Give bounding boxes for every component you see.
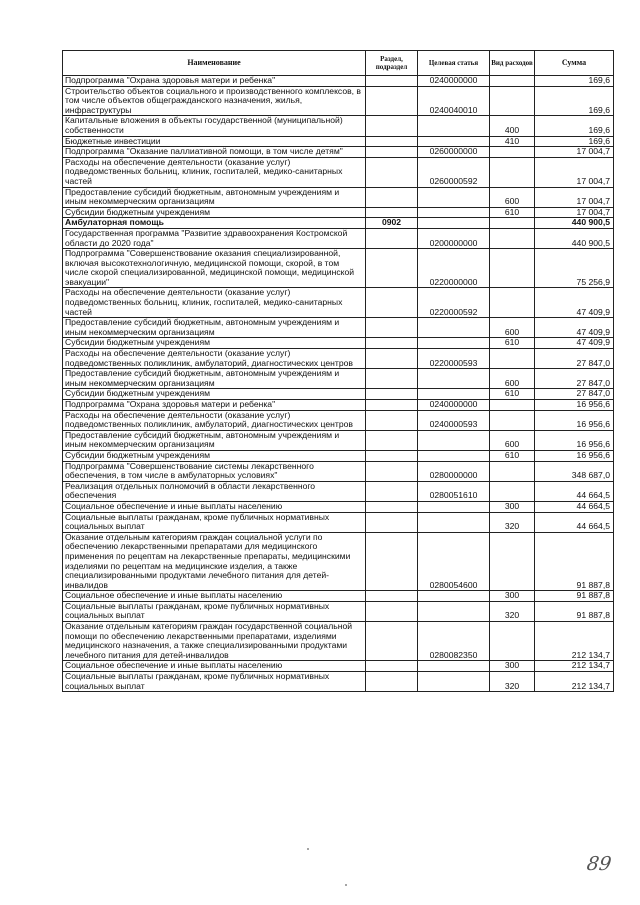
cell-section bbox=[366, 349, 418, 369]
cell-sum: 47 409,9 bbox=[535, 288, 614, 318]
cell-name: Социальное обеспечение и иные выплаты населению bbox=[63, 661, 366, 672]
cell-name: Расходы на обеспечение деятельности (оказание услуг) подведомственных больниц, клиник, госпиталей, медико-санитарных частей bbox=[63, 288, 366, 318]
cell-section bbox=[366, 369, 418, 389]
cell-expense-type bbox=[490, 147, 535, 158]
table-body bbox=[63, 76, 614, 692]
cell-section bbox=[366, 136, 418, 147]
cell-name: Субсидии бюджетным учреждениям bbox=[63, 338, 366, 349]
cell-expense-type: 600 bbox=[490, 430, 535, 450]
cell-section bbox=[366, 410, 418, 430]
cell-section bbox=[366, 512, 418, 532]
table-row bbox=[63, 147, 614, 158]
cell-name: Социальные выплаты гражданам, кроме публичных нормативных социальных выплат bbox=[63, 601, 366, 621]
cell-name: Социальные выплаты гражданам, кроме публичных нормативных социальных выплат bbox=[63, 512, 366, 532]
header-sum: Сумма bbox=[535, 51, 614, 76]
table-row bbox=[63, 512, 614, 532]
cell-name: Строительство объектов социального и производственного комплексов, в том числе объектов общегражданского назначения, жилья, инфраструктуры bbox=[63, 86, 366, 116]
cell-sum: 440 900,5 bbox=[535, 218, 614, 229]
scan-speck bbox=[307, 848, 309, 850]
cell-target: 0220000000 bbox=[418, 249, 490, 288]
header-section: Раздел, подраздел bbox=[366, 51, 418, 76]
cell-section bbox=[366, 228, 418, 248]
cell-name: Расходы на обеспечение деятельности (оказание услуг) подведомственных больниц, клиник, госпиталей, медико-санитарных частей bbox=[63, 157, 366, 187]
cell-target bbox=[418, 512, 490, 532]
cell-target: 0280000000 bbox=[418, 461, 490, 481]
cell-expense-type: 410 bbox=[490, 136, 535, 147]
cell-name: Субсидии бюджетным учреждениям bbox=[63, 207, 366, 218]
cell-target: 0260000592 bbox=[418, 157, 490, 187]
cell-expense-type bbox=[490, 349, 535, 369]
table-row bbox=[63, 116, 614, 136]
cell-name: Капитальные вложения в объекты государственной (муниципальной) собственности bbox=[63, 116, 366, 136]
cell-target: 0240000593 bbox=[418, 410, 490, 430]
cell-section bbox=[366, 207, 418, 218]
table-row bbox=[63, 601, 614, 621]
cell-sum: 440 900,5 bbox=[535, 228, 614, 248]
cell-name: Субсидии бюджетным учреждениям bbox=[63, 389, 366, 400]
table-row bbox=[63, 501, 614, 512]
cell-section: 0902 bbox=[366, 218, 418, 229]
cell-sum: 212 134,7 bbox=[535, 661, 614, 672]
cell-name: Подпрограмма "Совершенствование оказания специализированной, включая высокотехнологичную, медицинской помощи, скорой, в том числе скорой специализированной, медицинской помощи, медицинской эвакуации" bbox=[63, 249, 366, 288]
cell-sum: 91 887,8 bbox=[535, 591, 614, 602]
cell-expense-type: 300 bbox=[490, 661, 535, 672]
cell-name: Бюджетные инвестиции bbox=[63, 136, 366, 147]
cell-target: 0240000000 bbox=[418, 400, 490, 411]
cell-name: Предоставление субсидий бюджетным, автономным учреждениям и иным некоммерческим организациям bbox=[63, 369, 366, 389]
cell-target: 0200000000 bbox=[418, 228, 490, 248]
cell-section bbox=[366, 400, 418, 411]
cell-expense-type: 600 bbox=[490, 318, 535, 338]
cell-sum: 212 134,7 bbox=[535, 622, 614, 661]
cell-sum: 44 664,5 bbox=[535, 512, 614, 532]
cell-sum: 169,6 bbox=[535, 86, 614, 116]
cell-target bbox=[418, 591, 490, 602]
cell-expense-type: 320 bbox=[490, 512, 535, 532]
cell-expense-type: 300 bbox=[490, 591, 535, 602]
cell-section bbox=[366, 450, 418, 461]
cell-target: 0260000000 bbox=[418, 147, 490, 158]
cell-expense-type: 320 bbox=[490, 672, 535, 692]
cell-section bbox=[366, 338, 418, 349]
cell-target bbox=[418, 601, 490, 621]
table-row bbox=[63, 430, 614, 450]
cell-name: Оказание отдельным категориям граждан государственной социальной помощи по обеспечению лекарственными препаратами, изделиями медицинского назначения, а также специализированными продуктами лечебного питания для детей-инвалидов bbox=[63, 622, 366, 661]
table-row bbox=[63, 218, 614, 229]
cell-target bbox=[418, 136, 490, 147]
cell-name: Социальные выплаты гражданам, кроме публичных нормативных социальных выплат bbox=[63, 672, 366, 692]
table-row bbox=[63, 338, 614, 349]
cell-section bbox=[366, 591, 418, 602]
table-row bbox=[63, 591, 614, 602]
cell-name: Субсидии бюджетным учреждениям bbox=[63, 450, 366, 461]
table-row bbox=[63, 318, 614, 338]
cell-section bbox=[366, 461, 418, 481]
cell-target bbox=[418, 116, 490, 136]
cell-target bbox=[418, 187, 490, 207]
cell-name: Реализация отдельных полномочий в области лекарственного обеспечения bbox=[63, 481, 366, 501]
cell-target: 0220000592 bbox=[418, 288, 490, 318]
cell-target bbox=[418, 672, 490, 692]
cell-expense-type bbox=[490, 410, 535, 430]
table-row bbox=[63, 207, 614, 218]
cell-sum: 44 664,5 bbox=[535, 501, 614, 512]
cell-section bbox=[366, 481, 418, 501]
table-row bbox=[63, 661, 614, 672]
cell-sum: 17 004,7 bbox=[535, 147, 614, 158]
cell-expense-type bbox=[490, 622, 535, 661]
cell-expense-type bbox=[490, 481, 535, 501]
cell-section bbox=[366, 661, 418, 672]
cell-expense-type: 610 bbox=[490, 207, 535, 218]
cell-name: Государственная программа "Развитие здравоохранения Костромской области до 2020 года" bbox=[63, 228, 366, 248]
cell-section bbox=[366, 501, 418, 512]
cell-section bbox=[366, 288, 418, 318]
cell-sum: 27 847,0 bbox=[535, 349, 614, 369]
table-row bbox=[63, 76, 614, 87]
cell-sum: 17 004,7 bbox=[535, 157, 614, 187]
cell-sum: 16 956,6 bbox=[535, 410, 614, 430]
cell-sum: 91 887,8 bbox=[535, 601, 614, 621]
cell-target: 0280051610 bbox=[418, 481, 490, 501]
cell-target bbox=[418, 450, 490, 461]
cell-target bbox=[418, 207, 490, 218]
table-row bbox=[63, 622, 614, 661]
cell-section bbox=[366, 601, 418, 621]
table-row bbox=[63, 672, 614, 692]
table-row bbox=[63, 86, 614, 116]
table-row bbox=[63, 136, 614, 147]
cell-sum: 47 409,9 bbox=[535, 338, 614, 349]
table-row bbox=[63, 228, 614, 248]
cell-section bbox=[366, 187, 418, 207]
cell-expense-type bbox=[490, 288, 535, 318]
cell-name: Подпрограмма "Охрана здоровья матери и ребенка" bbox=[63, 400, 366, 411]
cell-name: Амбулаторная помощь bbox=[63, 218, 366, 229]
cell-target bbox=[418, 661, 490, 672]
cell-expense-type bbox=[490, 228, 535, 248]
cell-expense-type bbox=[490, 157, 535, 187]
cell-name: Предоставление субсидий бюджетным, автономным учреждениям и иным некоммерческим организациям bbox=[63, 430, 366, 450]
cell-target bbox=[418, 501, 490, 512]
cell-section bbox=[366, 147, 418, 158]
table-row bbox=[63, 481, 614, 501]
cell-sum: 169,6 bbox=[535, 76, 614, 87]
cell-expense-type: 610 bbox=[490, 389, 535, 400]
cell-target bbox=[418, 338, 490, 349]
cell-name: Оказание отдельным категориям граждан социальной услуги по обеспечению лекарственными препаратами для медицинского применения по рецептам на лекарственные препараты, медицинскими изделиями по рецептам на медицинские изделия, а также специализированными продуктами лечебного питания для детей-инвалидов bbox=[63, 532, 366, 591]
table-row bbox=[63, 410, 614, 430]
cell-sum: 44 664,5 bbox=[535, 481, 614, 501]
cell-expense-type: 600 bbox=[490, 369, 535, 389]
cell-sum: 27 847,0 bbox=[535, 389, 614, 400]
cell-sum: 348 687,0 bbox=[535, 461, 614, 481]
cell-name: Расходы на обеспечение деятельности (оказание услуг) подведомственных поликлиник, амбулаторий, диагностических центров bbox=[63, 410, 366, 430]
cell-name: Предоставление субсидий бюджетным, автономным учреждениям и иным некоммерческим организациям bbox=[63, 318, 366, 338]
cell-section bbox=[366, 622, 418, 661]
cell-target: 0220000593 bbox=[418, 349, 490, 369]
cell-section bbox=[366, 389, 418, 400]
budget-table bbox=[62, 50, 614, 692]
cell-expense-type bbox=[490, 461, 535, 481]
cell-expense-type bbox=[490, 532, 535, 591]
cell-section bbox=[366, 116, 418, 136]
scan-speck bbox=[345, 884, 347, 886]
cell-name: Подпрограмма "Охрана здоровья матери и ребенка" bbox=[63, 76, 366, 87]
cell-target bbox=[418, 430, 490, 450]
cell-section bbox=[366, 672, 418, 692]
header-name: Наименование bbox=[63, 51, 366, 76]
cell-section bbox=[366, 430, 418, 450]
cell-name: Социальное обеспечение и иные выплаты населению bbox=[63, 591, 366, 602]
page-number: 89 bbox=[585, 853, 613, 875]
table-row bbox=[63, 389, 614, 400]
cell-sum: 16 956,6 bbox=[535, 400, 614, 411]
cell-expense-type bbox=[490, 86, 535, 116]
cell-sum: 17 004,7 bbox=[535, 207, 614, 218]
cell-sum: 91 887,8 bbox=[535, 532, 614, 591]
cell-sum: 169,6 bbox=[535, 116, 614, 136]
table-row bbox=[63, 288, 614, 318]
cell-name: Социальное обеспечение и иные выплаты населению bbox=[63, 501, 366, 512]
table-row bbox=[63, 400, 614, 411]
cell-expense-type bbox=[490, 249, 535, 288]
cell-target bbox=[418, 389, 490, 400]
table-row bbox=[63, 249, 614, 288]
header-expense-type: Вид расходов bbox=[490, 51, 535, 76]
cell-target: 0280054600 bbox=[418, 532, 490, 591]
cell-sum: 16 956,6 bbox=[535, 450, 614, 461]
cell-expense-type: 320 bbox=[490, 601, 535, 621]
table-row bbox=[63, 461, 614, 481]
cell-name: Предоставление субсидий бюджетным, автономным учреждениям и иным некоммерческим организациям bbox=[63, 187, 366, 207]
cell-sum: 27 847,0 bbox=[535, 369, 614, 389]
cell-target bbox=[418, 369, 490, 389]
cell-target: 0240040010 bbox=[418, 86, 490, 116]
cell-expense-type bbox=[490, 76, 535, 87]
cell-section bbox=[366, 249, 418, 288]
cell-sum: 47 409,9 bbox=[535, 318, 614, 338]
cell-section bbox=[366, 76, 418, 87]
cell-section bbox=[366, 157, 418, 187]
cell-target: 0240000000 bbox=[418, 76, 490, 87]
cell-target bbox=[418, 218, 490, 229]
header-target: Целевая статья bbox=[418, 51, 490, 76]
cell-name: Расходы на обеспечение деятельности (оказание услуг) подведомственных поликлиник, амбулаторий, диагностических центров bbox=[63, 349, 366, 369]
table-row bbox=[63, 369, 614, 389]
table-row bbox=[63, 349, 614, 369]
cell-sum: 75 256,9 bbox=[535, 249, 614, 288]
cell-sum: 17 004,7 bbox=[535, 187, 614, 207]
cell-name: Подпрограмма "Оказание паллиативной помощи, в том числе детям" bbox=[63, 147, 366, 158]
cell-expense-type: 600 bbox=[490, 187, 535, 207]
table-row bbox=[63, 187, 614, 207]
cell-expense-type bbox=[490, 218, 535, 229]
cell-target bbox=[418, 318, 490, 338]
cell-expense-type: 610 bbox=[490, 450, 535, 461]
cell-section bbox=[366, 318, 418, 338]
cell-expense-type: 400 bbox=[490, 116, 535, 136]
table-row bbox=[63, 450, 614, 461]
cell-expense-type bbox=[490, 400, 535, 411]
cell-name: Подпрограмма "Совершенствование системы лекарственного обеспечения, в том числе в амбулаторных условиях" bbox=[63, 461, 366, 481]
cell-sum: 169,6 bbox=[535, 136, 614, 147]
cell-target: 0280082350 bbox=[418, 622, 490, 661]
cell-sum: 212 134,7 bbox=[535, 672, 614, 692]
table-row bbox=[63, 532, 614, 591]
cell-expense-type: 300 bbox=[490, 501, 535, 512]
cell-section bbox=[366, 86, 418, 116]
cell-sum: 16 956,6 bbox=[535, 430, 614, 450]
table-row bbox=[63, 157, 614, 187]
cell-section bbox=[366, 532, 418, 591]
cell-expense-type: 610 bbox=[490, 338, 535, 349]
table-header bbox=[63, 51, 614, 76]
